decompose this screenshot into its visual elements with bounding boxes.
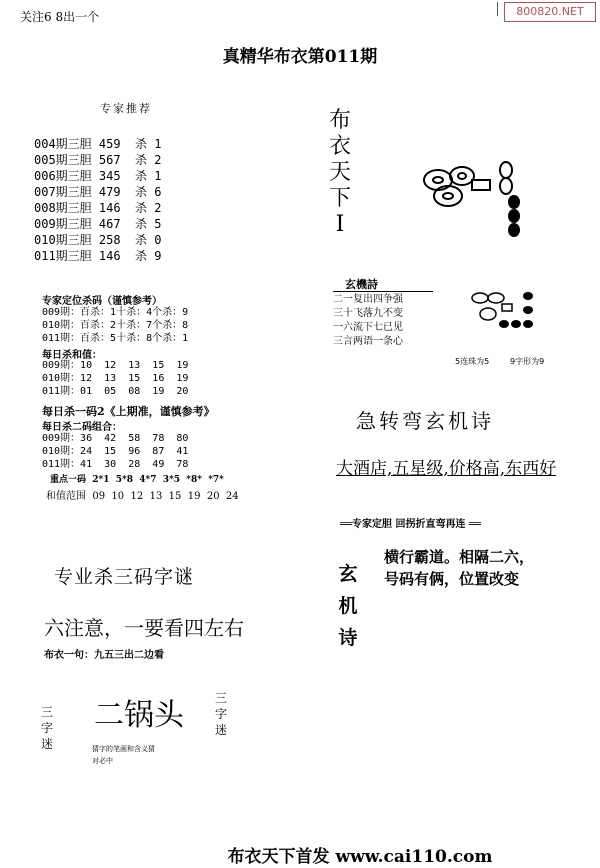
vertical-char: 迷 — [214, 723, 227, 737]
list-item: 009期：10 12 13 15 19 — [42, 360, 189, 371]
daily-sum-title: 每日杀和值： — [42, 350, 102, 361]
poem-line: 三言两语一条心 — [333, 336, 403, 347]
vertical-char: 三 — [40, 705, 53, 719]
zodiac-note: 9字形为9 — [510, 357, 545, 366]
combo-title: 每日杀二码组合： — [42, 422, 122, 433]
coins-illustration — [410, 150, 530, 240]
list-item: 010期：24 15 96 87 41 — [42, 446, 189, 457]
list-item: 010期三胆 258 杀 0 — [34, 233, 162, 247]
xuan-line: 号码有俩，位置改变 — [384, 570, 520, 588]
riddle-note-line: 对必中 — [92, 757, 113, 765]
vertical-char: 机 — [338, 595, 358, 617]
vertical-char: 诗 — [338, 627, 358, 649]
list-item: 010期：12 13 15 16 19 — [42, 373, 189, 384]
combo-list — [42, 432, 188, 471]
xuan-vertical — [336, 558, 360, 654]
zodiac-note: 5连珠为5 — [455, 357, 490, 366]
dingwei-title: 专家定位杀码（谨慎参考） — [42, 296, 162, 307]
list-item: 009期三胆 467 杀 5 — [34, 217, 162, 231]
poem-title: 玄機詩 — [345, 278, 378, 291]
riddle-note-line: 猜字的笔画和含义猜 — [92, 745, 155, 753]
list-item: 011期：01 05 08 19 20 — [42, 386, 189, 397]
vertical-char: 天 — [328, 160, 351, 185]
vertical-char: 布 — [328, 108, 351, 133]
sum-range-row: 和值范围 09 10 12 13 15 19 20 24 — [46, 491, 239, 502]
list-item: 009期：百杀：1十杀：4个杀：9 — [42, 307, 189, 318]
riddle-note — [92, 743, 190, 767]
poem-line: 二一复出四争强 — [333, 294, 403, 305]
vertical-char: 衣 — [328, 134, 351, 159]
xuan-line: 横行霸道。相隔二六， — [384, 548, 535, 566]
dingwei-list — [42, 306, 188, 345]
footer-link[interactable]: 布衣天下首发 www.cai110.com — [227, 847, 493, 867]
riddle-poem-title: 急转弯玄机诗 — [356, 409, 494, 433]
poem-lines — [333, 293, 403, 349]
kill3-title: 专业杀三码字谜 — [54, 566, 195, 588]
list-item: 004期三胆 459 杀 1 — [34, 137, 162, 151]
small-coins-illustration — [468, 286, 548, 346]
hotel-line: 大酒店,五星级,价格高,东西好 — [336, 459, 557, 479]
poem-line: 三十飞落九不变 — [333, 308, 403, 319]
list-item: 011期：百杀：5十杀：8个杀：1 — [42, 333, 189, 344]
riddle-word: 二锅头 — [94, 698, 184, 733]
zimi-label-left — [40, 704, 54, 752]
list-item: 005期三胆 567 杀 2 — [34, 153, 162, 167]
list-item: 011期：41 30 28 49 78 — [42, 459, 189, 470]
poem-divider — [333, 291, 433, 292]
vertical-title — [326, 108, 354, 238]
list-item: 008期三胆 146 杀 2 — [34, 201, 162, 215]
vertical-char: 玄 — [338, 563, 358, 585]
list-item: 011期三胆 146 杀 9 — [34, 249, 162, 263]
expert-band: ══专家定胆 回拐折直弯再连 ══ — [340, 519, 482, 530]
list-item: 007期三胆 479 杀 6 — [34, 185, 162, 199]
vertical-char: 三 — [214, 691, 227, 705]
one-line-tip: 布衣一句：九五三出二边看 — [44, 650, 164, 661]
poem-line: 一六流下七已见 — [333, 322, 403, 333]
expert-list — [34, 136, 161, 264]
top-note: 关注6 8出一个 — [20, 10, 100, 24]
badge-divider — [497, 2, 498, 16]
daily-kill-title: 每日杀一码2《上期准，谨慎参考》 — [42, 405, 215, 418]
vertical-char: 下 — [328, 186, 351, 211]
daily-sum-list — [42, 359, 188, 398]
expert-title: 专家推荐 — [100, 102, 152, 115]
vertical-char: 字 — [40, 721, 53, 735]
xuan-text — [384, 546, 534, 590]
focus-row: 重点一码 2*1 5*8 4*7 3*5 *8* *7* — [50, 475, 224, 485]
page-title: 真精华布衣第011期 — [222, 47, 378, 67]
vertical-char: I — [335, 212, 345, 237]
list-item: 010期：百杀：2十杀：7个杀：8 — [42, 320, 189, 331]
six-note: 六注意，一要看四左右 — [44, 616, 244, 640]
vertical-char: 字 — [214, 707, 227, 721]
list-item: 006期三胆 345 杀 1 — [34, 169, 162, 183]
vertical-char: 迷 — [40, 737, 53, 751]
zimi-label-right — [214, 690, 228, 738]
list-item: 009期：36 42 58 78 80 — [42, 433, 189, 444]
site-badge[interactable]: 800820.NET — [504, 2, 596, 22]
